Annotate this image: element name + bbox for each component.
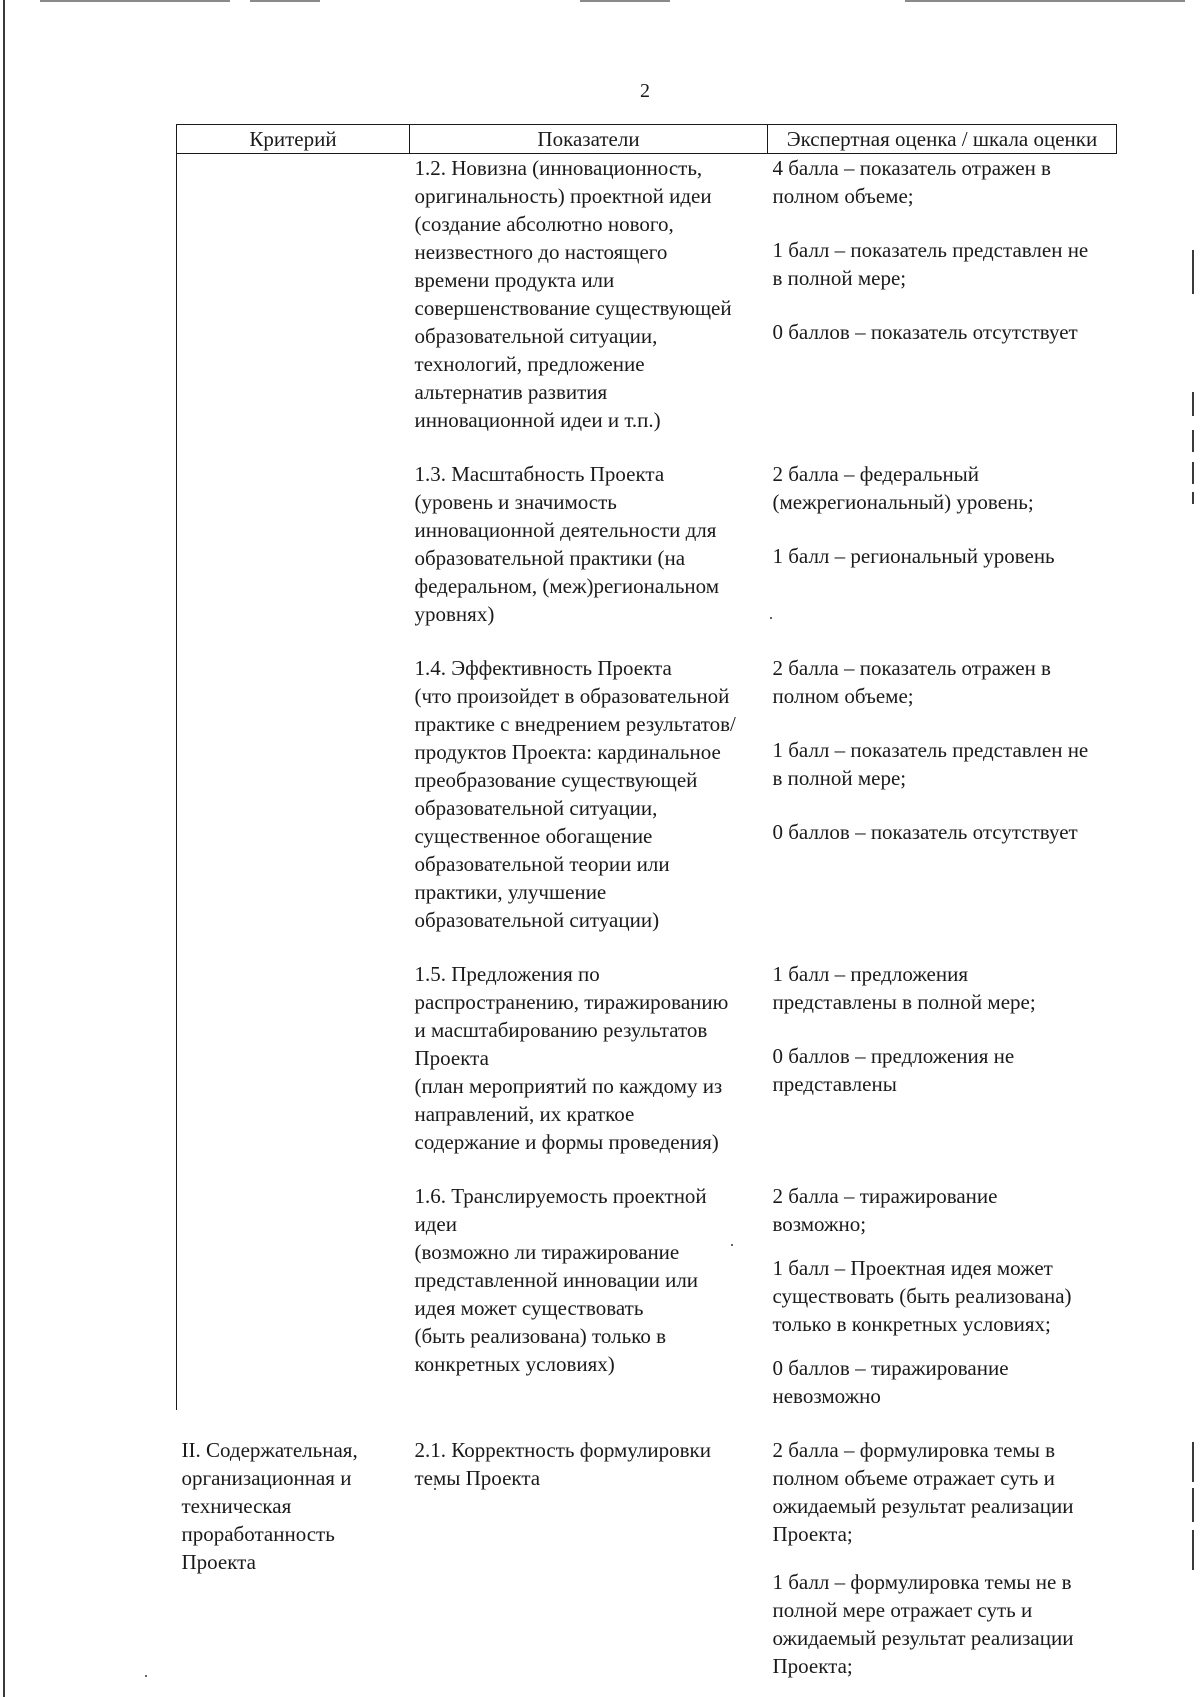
scan-left-edge [3,0,5,1697]
criterion-cell [177,960,410,1156]
score-item: 1 балл – региональный уровень [772,544,1055,568]
evaluation-cell [768,1436,1117,1680]
score-item: 4 балла – показатель отражен в полном объеме; [772,156,1051,208]
header-indicators: Показатели [410,125,768,154]
table-row [177,1182,1117,1410]
header-evaluation: Экспертная оценка / шкала оценки [768,125,1117,154]
score-item: 0 баллов – тиражирование невозможно [772,1356,1009,1408]
table-row [177,460,1117,628]
page-number: 2 [640,80,650,102]
table-row [177,1436,1117,1680]
score-item: 0 баллов – показатель отсутствует [772,320,1078,344]
score-item: 1 балл – формулировка темы не в полной мере отражает суть и ожидаемый результат реализации Проекта; [772,1570,1074,1678]
indicator-cell: 2.1. Корректность формулировки темы Проекта [414,1438,711,1490]
table-row [177,154,1117,435]
criterion-cell [177,460,410,628]
table-row [177,654,1117,934]
score-item: 0 баллов – показатель отсутствует [772,820,1078,844]
score-item: 2 балла – формулировка темы в полном объеме отражает суть и ожидаемый результат реализации Проекта; [772,1438,1074,1546]
criterion-cell: II. Содержательная, организационная и техническая проработанность Проекта [181,1438,358,1574]
score-item: 1 балл – Проектная идея может существовать (быть реализована) только в конкретных условиях; [772,1256,1072,1336]
indicator-cell: 1.6. Транслируемость проектной идеи (возможно ли тиражирование представленной инновации или идея может существовать (быть реализована) только в конкретных условиях) [414,1184,707,1376]
criterion-cell [177,654,410,934]
indicator-cell: 1.5. Предложения по распространению, тиражированию и масштабированию результатов Проекта (план мероприятий по каждому из направлений, их краткое содержание и формы проведения) [414,962,729,1154]
evaluation-cell [768,154,1117,435]
table-header-row [177,125,1117,154]
criteria-table [176,124,1117,1680]
evaluation-cell [768,460,1117,628]
evaluation-cell [768,654,1117,934]
score-item: 1 балл – предложения представлены в полной мере; [772,962,1036,1014]
header-criterion: Критерий [177,125,410,154]
table-row [177,960,1117,1156]
scan-speck [145,1675,147,1677]
score-item: 2 балла – тиражирование возможно; [772,1184,998,1236]
evaluation-cell [768,1182,1117,1410]
score-item: 1 балл – показатель представлен не в полной мере; [772,238,1089,290]
score-item: 1 балл – показатель представлен не в полной мере; [772,738,1089,790]
indicator-cell: 1.2. Новизна (инновационность, оригинальность) проектной идеи (создание абсолютно нового, неизвестного до настоящего времени продукта или совершенствование существующей образовательной ситуации, технологий, предложение альтернатив развития инновационной идеи и т.п.) [414,156,732,432]
scan-top-marks [0,0,1200,4]
evaluation-cell [768,960,1117,1156]
indicator-cell: 1.4. Эффективность Проекта (что произойдет в образовательной практике с внедрением результатов/ продуктов Проекта: кардинальное преобразование существующей образовательной ситуации, существенное обогащение образовательной теории или практики, улучшение образовательной ситуации) [414,656,736,932]
criterion-cell [177,154,410,435]
score-item: 0 баллов – предложения не представлены [772,1044,1015,1096]
score-item: 2 балла – показатель отражен в полном объеме; [772,656,1051,708]
score-item: 2 балла – федеральный (межрегиональный) уровень; [772,462,1034,514]
indicator-cell: 1.3. Масштабность Проекта (уровень и значимость инновационной деятельности для образовательной практики (на федеральном, (меж)региональном уровнях) [414,462,720,626]
criterion-cell [177,1182,410,1410]
